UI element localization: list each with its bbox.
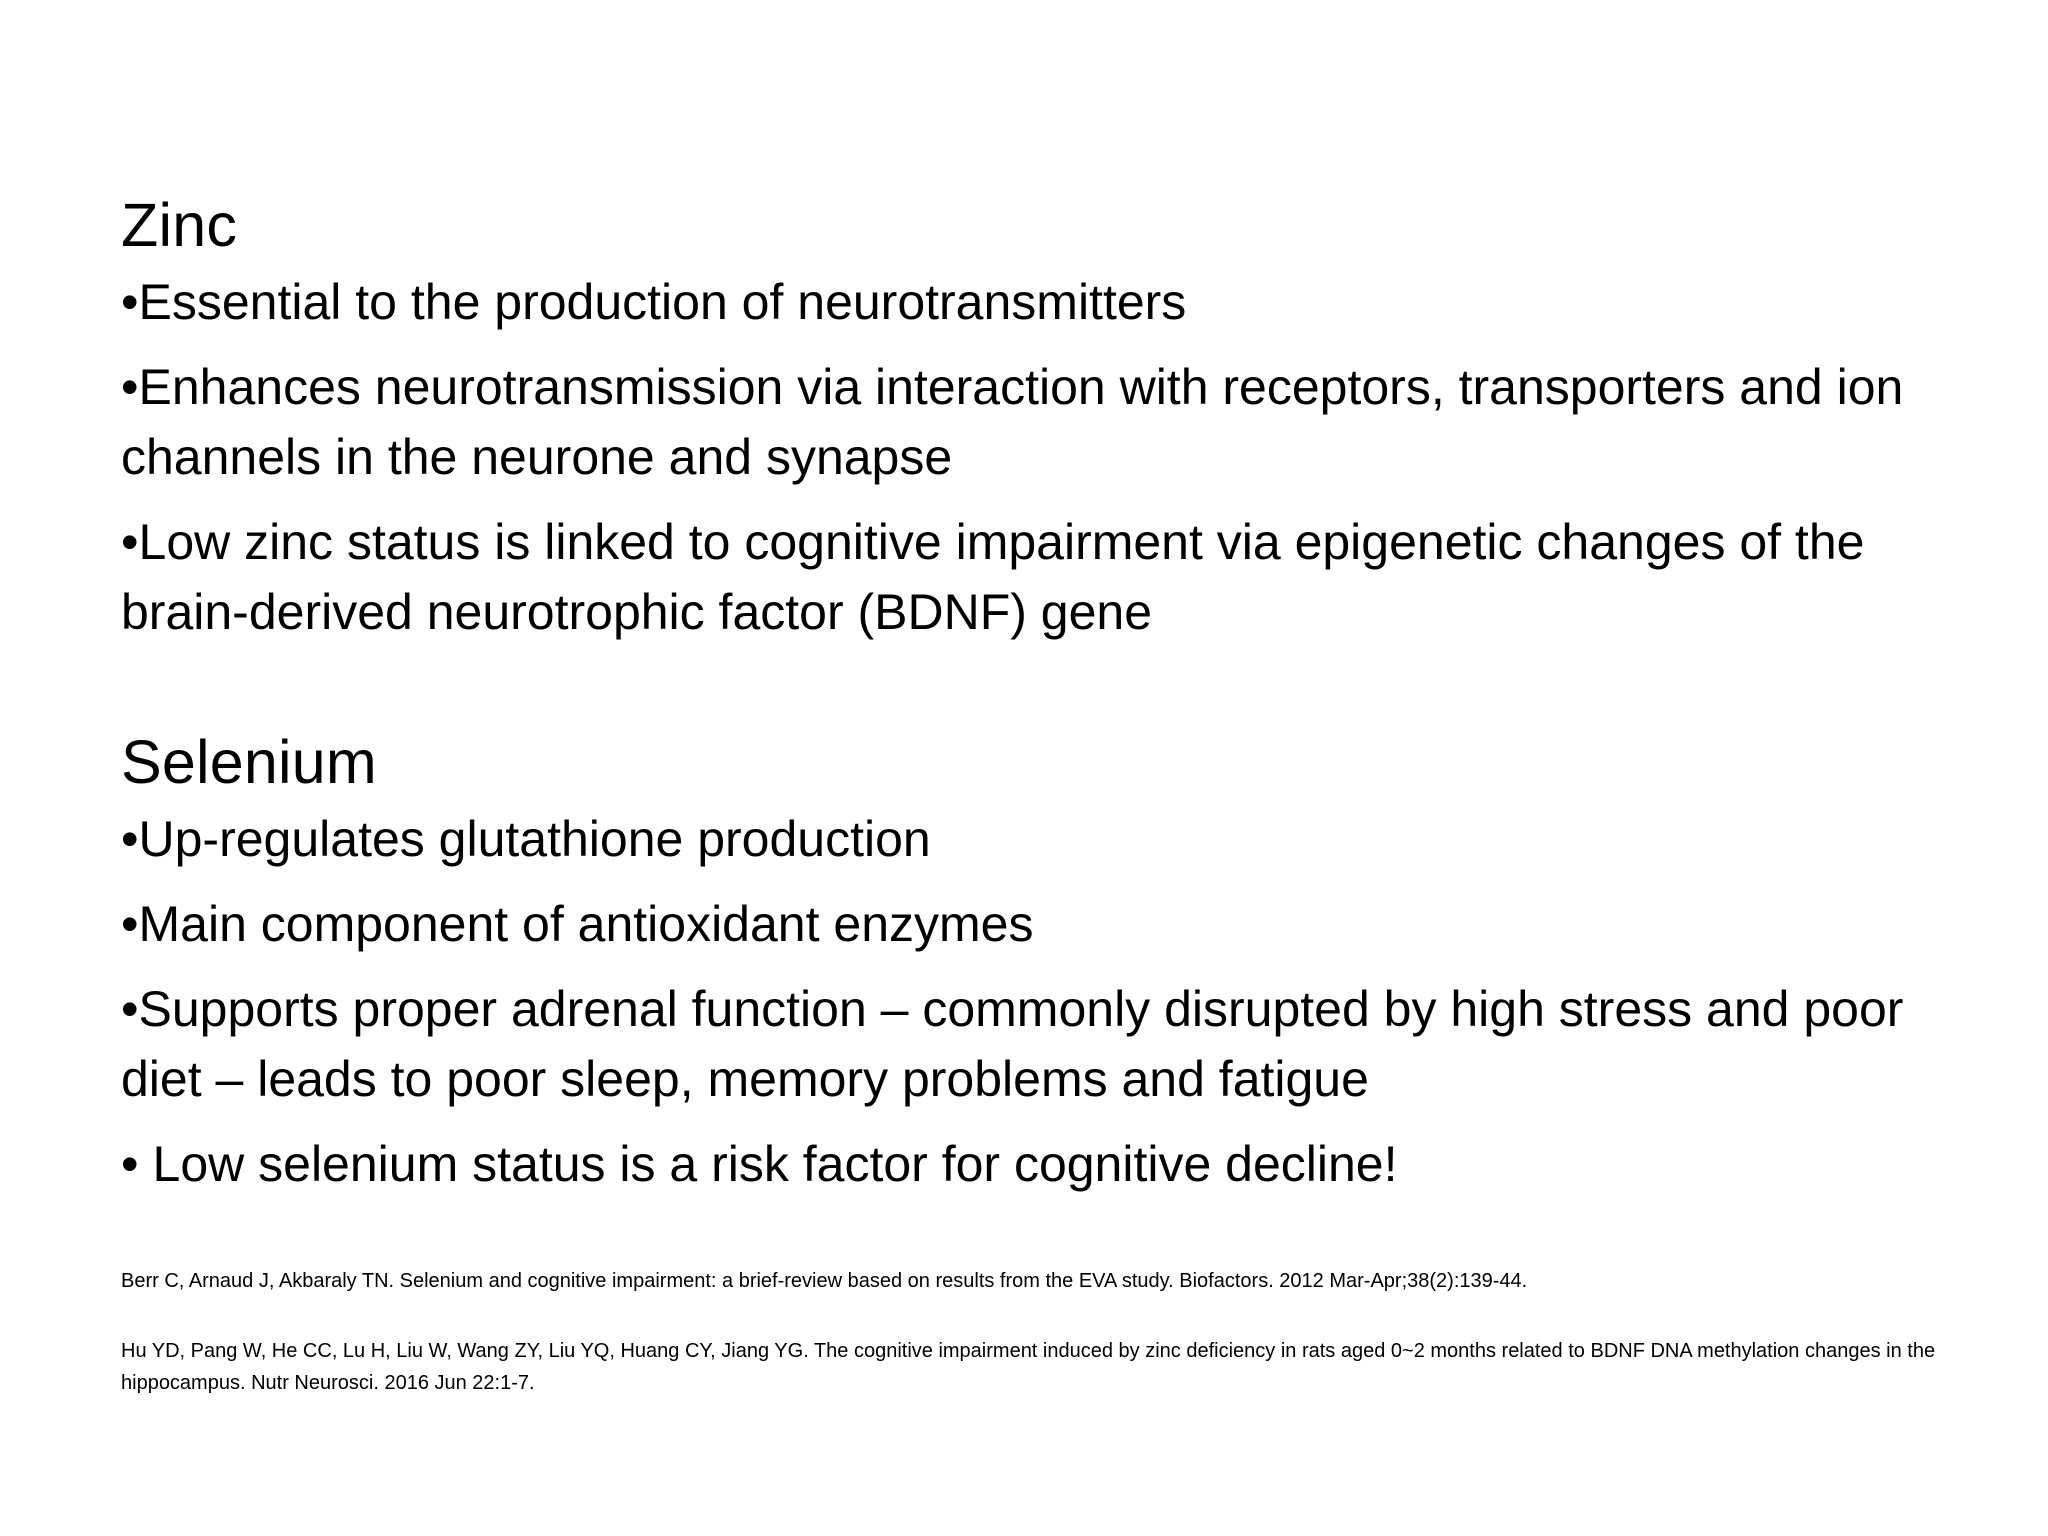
selenium-bullet-item xyxy=(121,889,1961,959)
reference-citation: Hu YD, Pang W, He CC, Lu H, Liu W, Wang ZY, Liu YQ, Huang CY, Jiang YG. The cognitive impairment induced by zinc deficiency in rats aged 0~2 months related to BDNF DNA methylation changes in the hippocampus. Nutr Neurosci. 2016 Jun 22:1-7. xyxy=(121,1340,1936,1394)
zinc-bullet-text: Low zinc status is linked to cognitive impairment via epigenetic changes of the brain-derived neurotrophic factor (BDNF) gene xyxy=(121,514,1865,640)
bullet-dot-icon: • xyxy=(121,981,139,1037)
selenium-bullet-item xyxy=(121,804,1961,874)
slide-content xyxy=(121,185,1961,1211)
zinc-heading: Zinc xyxy=(121,191,238,259)
zinc-section xyxy=(121,185,1961,647)
zinc-bullet-list xyxy=(121,267,1961,647)
selenium-bullet-item xyxy=(121,974,1961,1114)
bullet-dot-icon: • xyxy=(121,359,139,415)
bullet-dot-icon: • xyxy=(121,274,139,330)
bullet-dot-icon: • xyxy=(121,1136,139,1192)
selenium-heading: Selenium xyxy=(121,728,377,796)
reference-citation: Berr C, Arnaud J, Akbaraly TN. Selenium and cognitive impairment: a brief-review based on results from the EVA study. Biofactors. 2012 Mar-Apr;38(2):139-44. xyxy=(121,1270,1528,1292)
selenium-bullet-text: Main component of antioxidant enzymes xyxy=(138,896,1034,952)
references xyxy=(121,1265,1961,1399)
section-spacer xyxy=(121,662,1961,722)
zinc-bullet-item xyxy=(121,352,1961,492)
bullet-dot-icon: • xyxy=(121,811,139,867)
zinc-bullet-item xyxy=(121,507,1961,647)
zinc-bullet-text: Essential to the production of neurotransmitters xyxy=(138,274,1187,330)
zinc-bullet-item xyxy=(121,267,1961,337)
selenium-bullet-text: Up-regulates glutathione production xyxy=(138,811,931,867)
bullet-dot-icon: • xyxy=(121,514,139,570)
bullet-dot-icon: • xyxy=(121,896,139,952)
selenium-bullet-item xyxy=(121,1129,1961,1199)
selenium-bullet-text: Supports proper adrenal function – commonly disrupted by high stress and poor diet – leads to poor sleep, memory problems and fatigue xyxy=(121,981,1904,1107)
selenium-bullet-list xyxy=(121,804,1961,1199)
zinc-bullet-text: Enhances neurotransmission via interaction with receptors, transporters and ion channels in the neurone and synapse xyxy=(121,359,1904,485)
selenium-section xyxy=(121,722,1961,1199)
selenium-bullet-text: Low selenium status is a risk factor for cognitive decline! xyxy=(152,1136,1398,1192)
